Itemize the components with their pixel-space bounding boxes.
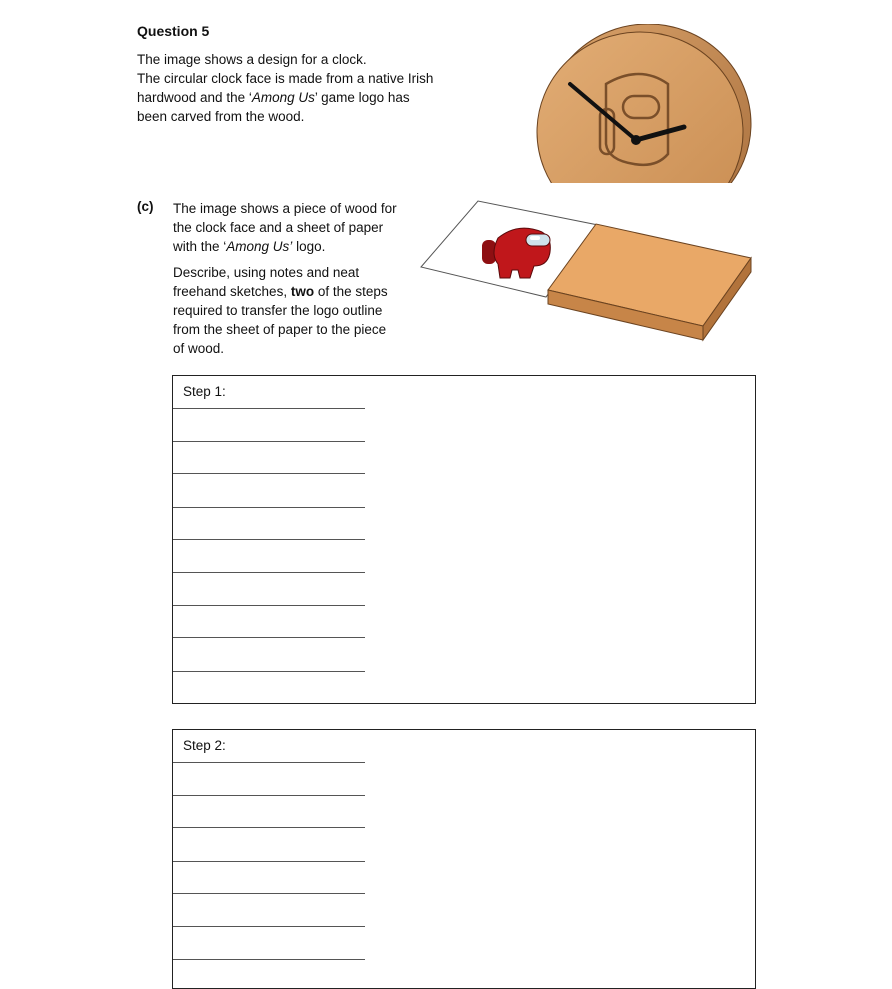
answer-line xyxy=(173,795,365,796)
answer-line xyxy=(173,572,365,573)
step-1-answer-box[interactable] xyxy=(172,375,756,704)
answer-line xyxy=(173,441,365,442)
para1-line-2: the clock face and a sheet of paper xyxy=(173,220,384,235)
answer-line xyxy=(173,605,365,606)
answer-line xyxy=(173,959,365,960)
intro-line-1: The image shows a design for a clock. xyxy=(137,52,367,67)
para1-line-1: The image shows a piece of wood for xyxy=(173,201,397,216)
answer-line xyxy=(173,926,365,927)
para2-line-3: required to transfer the logo outline xyxy=(173,303,383,318)
part-c-label: (c) xyxy=(137,199,154,214)
answer-line xyxy=(173,408,365,409)
step-2-label: Step 2: xyxy=(183,738,226,753)
step-2-answer-box[interactable] xyxy=(172,729,756,989)
answer-line xyxy=(173,637,365,638)
wooden-clock-icon xyxy=(528,24,753,183)
answer-line xyxy=(173,762,365,763)
part-c-paragraph-1 xyxy=(173,199,418,256)
part-c-text xyxy=(173,199,418,365)
answer-line xyxy=(173,861,365,862)
question-intro xyxy=(137,50,467,126)
intro-line-4: been carved from the wood. xyxy=(137,109,305,124)
para2-line-5: of wood. xyxy=(173,341,225,356)
answer-line xyxy=(173,539,365,540)
part-c-paragraph-2 xyxy=(173,263,418,358)
para2-line-2: freehand sketches, two of the steps xyxy=(173,284,388,299)
answer-line xyxy=(173,671,365,672)
answer-line xyxy=(173,473,365,474)
para2-line-1: Describe, using notes and neat xyxy=(173,265,360,280)
para1-line-3: with the ‘Among Us’ logo. xyxy=(173,239,326,254)
step-1-label: Step 1: xyxy=(183,384,226,399)
answer-line xyxy=(173,507,365,508)
para2-line-4: from the sheet of paper to the piece xyxy=(173,322,387,337)
intro-line-3: hardwood and the ‘Among Us’ game logo has xyxy=(137,90,410,105)
intro-line-2: The circular clock face is made from a native Irish xyxy=(137,71,434,86)
paper-and-wood-illustration xyxy=(418,198,754,344)
question-title: Question 5 xyxy=(137,23,210,39)
answer-line xyxy=(173,827,365,828)
answer-line xyxy=(173,893,365,894)
